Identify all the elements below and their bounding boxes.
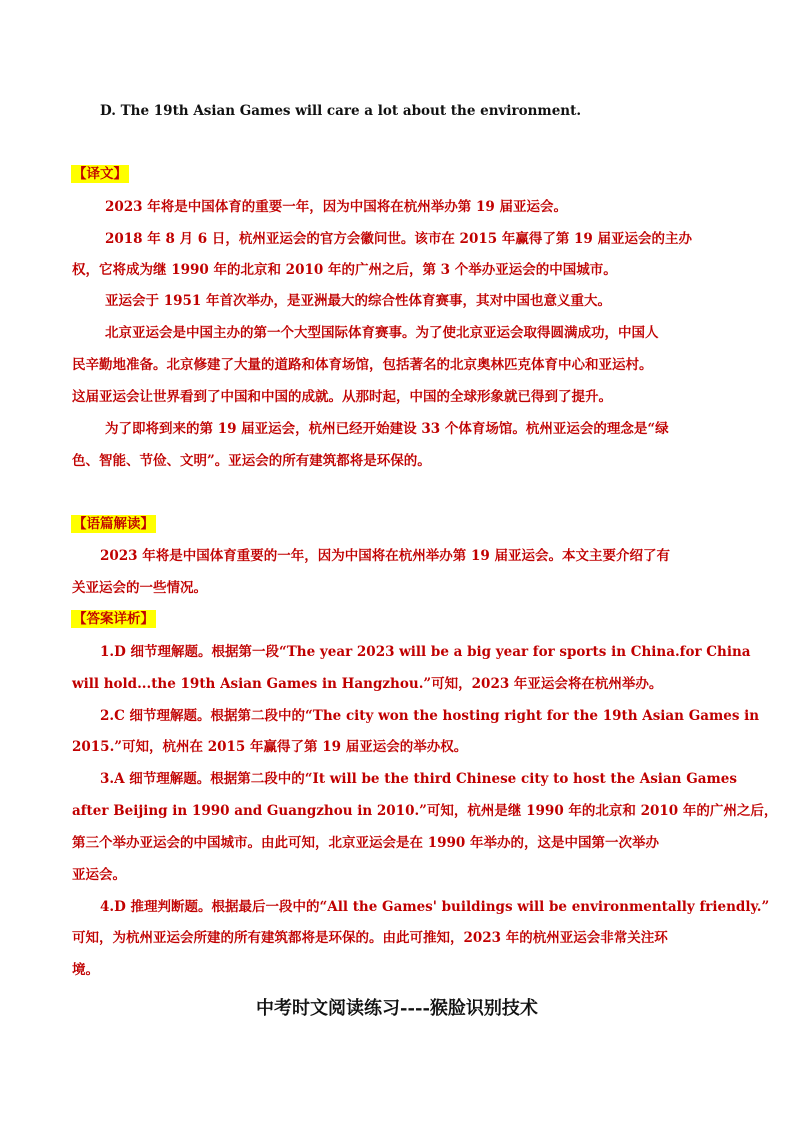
answer-line: after Beijing in 1990 and Guangzhou in 2010.”可知，杭州是继 1990 年的北京和 2010 年的广州之后， <box>72 803 778 819</box>
paragraph-line: 关亚运会的一些情况。 <box>72 580 207 596</box>
paragraph-line: 为了即将到来的第 19 届亚运会，杭州已经开始建设 33 个体育场馆。杭州亚运会的理念是“绿 <box>105 421 669 437</box>
answer-line: 第三个举办亚运会的中国城市。由此可知，北京亚运会是在 1990 年举办的，这是中国第一次举办 <box>72 835 659 851</box>
answer-line: 境。 <box>72 962 99 978</box>
paragraph-line: 2023 年将是中国体育重要的一年，因为中国将在杭州举办第 19 届亚运会。本文主要介绍了有 <box>100 548 670 564</box>
next-article-title: 中考时文阅读练习----猴脸识别技术 <box>256 998 538 1019</box>
answer-line: 4.D 推理判断题。根据最后一段中的“All the Games' buildings will be environmentally friendly.” <box>100 899 770 915</box>
interpretation-label: 【语篇解读】 <box>73 516 154 532</box>
answer-line: 3.A 细节理解题。根据第二段中的“It will be the third Chinese city to host the Asian Games <box>100 771 737 787</box>
paragraph-line: 2023 年将是中国体育的重要一年，因为中国将在杭州举办第 19 届亚运会。 <box>105 199 567 215</box>
paragraph-line: 权，它将成为继 1990 年的北京和 2010 年的广州之后，第 3 个举办亚运会的中国城市。 <box>72 262 617 278</box>
answer-line: 可知，为杭州亚运会所建的所有建筑都将是环保的。由此可推知，2023 年的杭州亚运会非常关注环 <box>72 930 668 946</box>
paragraph-line: 色、智能、节俭、文明”。亚运会的所有建筑都将是环保的。 <box>72 453 431 469</box>
answer-line: 1.D 细节理解题。根据第一段“The year 2023 will be a big year for sports in China.for China <box>100 644 751 660</box>
answer-line: will hold...the 19th Asian Games in Hangzhou.”可知，2023 年亚运会将在杭州举办。 <box>72 676 663 692</box>
answers-label: 【答案详析】 <box>73 611 154 627</box>
answer-line: 2.C 细节理解题。根据第二段中的“The city won the hosting right for the 19th Asian Games in <box>100 708 760 724</box>
paragraph-line: 2018 年 8 月 6 日，杭州亚运会的官方会徽问世。该市在 2015 年赢得了第 19 届亚运会的主办 <box>105 231 693 247</box>
paragraph-line: 北京亚运会是中国主办的第一个大型国际体育赛事。为了使北京亚运会取得圆满成功，中国人 <box>105 325 659 341</box>
paragraph-line: 民辛勤地准备。北京修建了大量的道路和体育场馆，包括著名的北京奥林匹克体育中心和亚运村。 <box>72 357 653 373</box>
option-d: D. The 19th Asian Games will care a lot about the environment. <box>100 103 582 119</box>
answer-line: 亚运会。 <box>72 867 126 883</box>
paragraph-line: 亚运会于 1951 年首次举办，是亚洲最大的综合性体育赛事，其对中国也意义重大。 <box>105 293 611 309</box>
paragraph-line: 这届亚运会让世界看到了中国和中国的成就。从那时起，中国的全球形象就已得到了提升。 <box>72 389 612 405</box>
translation-label: 【译文】 <box>73 166 127 182</box>
answer-line: 2015.”可知，杭州在 2015 年赢得了第 19 届亚运会的举办权。 <box>72 739 468 755</box>
